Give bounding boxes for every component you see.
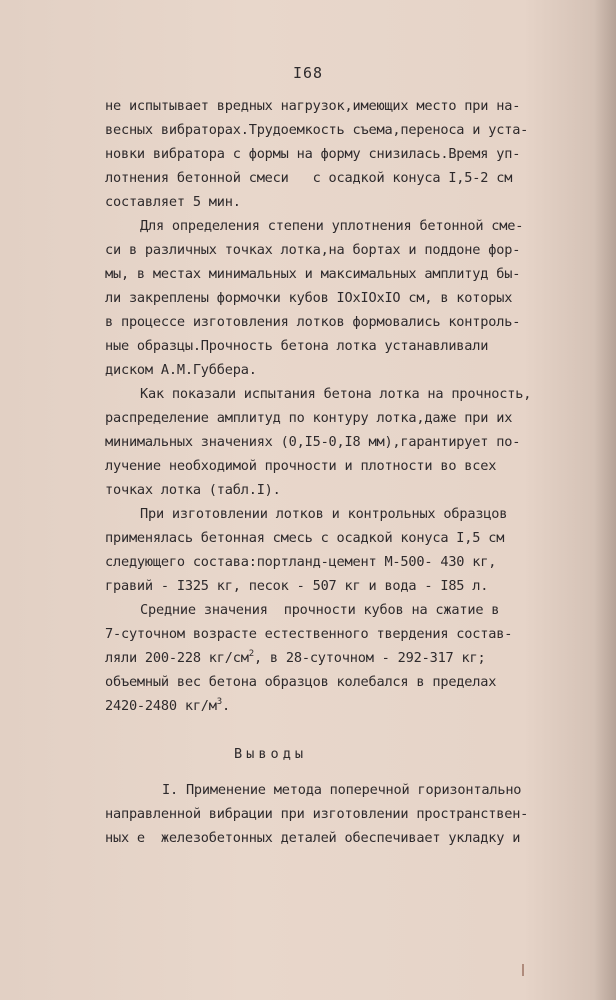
- text-line: распределение амплитуд по контуру лотка,даже при их: [105, 410, 513, 426]
- text-line: си в различных точках лотка,на бортах и поддоне фор-: [105, 242, 521, 258]
- text-line: диском А.М.Губбера.: [105, 362, 257, 378]
- text-line: направленной вибрации при изготовлении пространствен-: [105, 806, 529, 822]
- text-line: минимальных значениях (0,I5-0,I8 мм),гарантирует по-: [105, 434, 521, 450]
- text-line: применялась бетонная смесь с осадкой конуса I,5 см: [105, 530, 505, 546]
- text-line: ных е железобетонных деталей обеспечивает укладку и: [105, 830, 521, 846]
- text-line: ные образцы.Прочность бетона лотка устанавливали: [105, 338, 489, 354]
- text-line: в процессе изготовления лотков формовались контроль-: [105, 314, 521, 330]
- page-number: I68: [292, 64, 324, 82]
- text-line: не испытывает вредных нагрузок,имеющих место при на-: [105, 98, 521, 114]
- text-line: объемный вес бетона образцов колебался в пределах: [105, 674, 497, 690]
- text-line: следующего состава:портланд-цемент М-500- 430 кг,: [105, 554, 497, 570]
- text-line: лотнения бетонной смеси с осадкой конуса I,5-2 см: [105, 170, 513, 186]
- ink-mark: [522, 964, 524, 976]
- text-line: 2420-2480 $кг/м^3$.: [105, 697, 230, 714]
- text-line: весных вибраторах.Трудоемкость съема,переноса и уста-: [105, 122, 529, 138]
- conclusions-heading: Выводы: [234, 746, 308, 762]
- text-line: ляли 200-228 $кг/см^2$, в 28-суточном - 292-317 кг;: [105, 649, 486, 666]
- text-line: Для определения степени уплотнения бетонной сме-: [140, 218, 524, 234]
- text-line: I. Применение метода поперечной горизонтально: [162, 782, 522, 798]
- text-line: При изготовлении лотков и контрольных образцов: [140, 506, 508, 522]
- text-line: Как показали испытания бетона лотка на прочность,: [140, 386, 532, 402]
- text-line: гравий - I325 кг, песок - 507 кг и вода - I85 л.: [105, 578, 489, 594]
- text-line: новки вибратора с формы на форму снизилась.Время уп-: [105, 146, 521, 162]
- text-line: точках лотка (табл.I).: [105, 482, 281, 498]
- text-line: составляет 5 мин.: [105, 194, 241, 210]
- text-line: лучение необходимой прочности и плотности во всех: [105, 458, 497, 474]
- text-line: ли закреплены формочки кубов IOxIOxIO см, в которых: [105, 290, 513, 306]
- text-line: 7-суточном возрасте естественного твердения состав-: [105, 626, 513, 642]
- text-line: Средние значения прочности кубов на сжатие в: [140, 602, 500, 618]
- text-line: мы, в местах минимальных и максимальных амплитуд бы-: [105, 266, 521, 282]
